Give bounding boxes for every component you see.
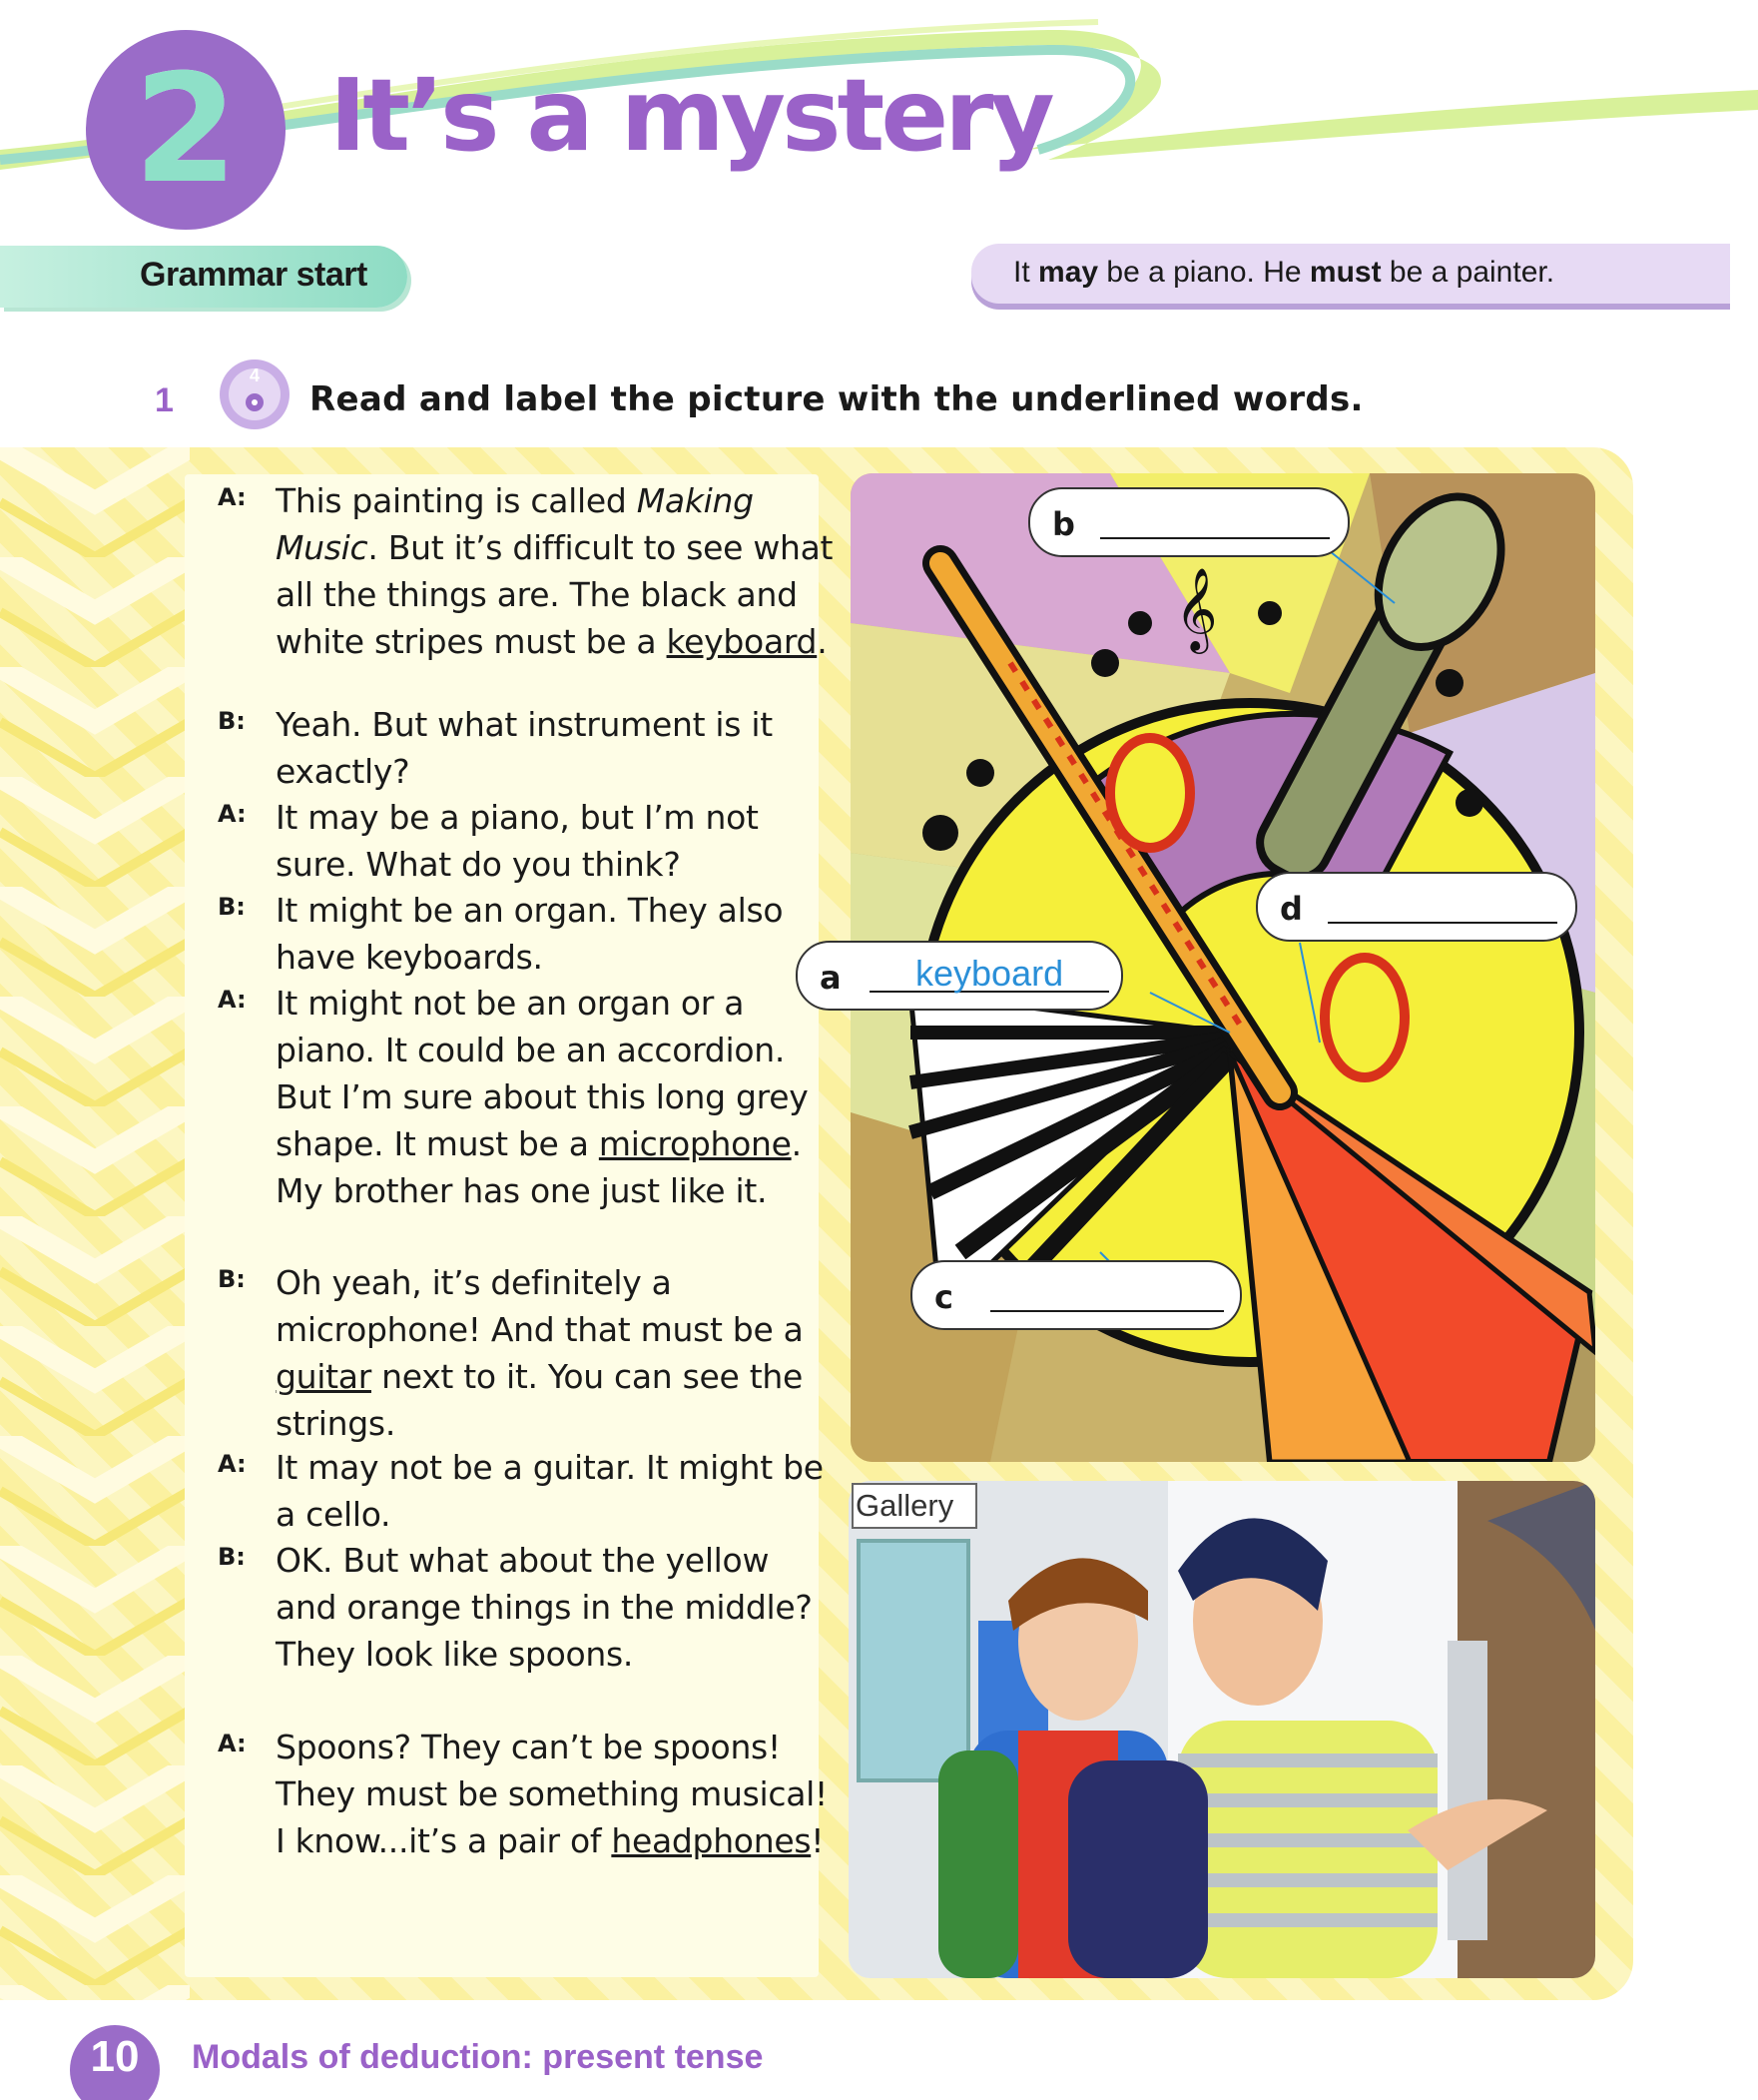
- gallery-illustration: [849, 1481, 1595, 1978]
- speaker-label: A:: [218, 483, 247, 511]
- speaker-label: B:: [218, 707, 246, 735]
- speech-segment: It may be a piano, but I’m not sure. What do you think?: [276, 798, 759, 884]
- speaker-label: B:: [218, 1543, 246, 1571]
- speaker-label: B:: [218, 1265, 246, 1293]
- underlined-word: guitar: [276, 1357, 371, 1396]
- speaker-label: A:: [218, 986, 247, 1014]
- page-number: 10: [90, 2032, 140, 2081]
- underlined-word: headphones: [611, 1821, 812, 1860]
- gallery-artwork: [849, 1481, 1595, 1978]
- speaker-label: B:: [218, 893, 246, 921]
- speaker-label: A:: [218, 1730, 247, 1757]
- label-c: [910, 1260, 1242, 1330]
- grammar-example: It may be a piano. He must be a painter.: [1013, 256, 1555, 289]
- speech-segment: next to it. You can see the strings.: [276, 1357, 803, 1443]
- speaker-label: A:: [218, 1450, 247, 1478]
- speech-text: [276, 701, 835, 795]
- speech-segment: It might be an organ. They also have keyboards.: [276, 891, 784, 977]
- speech-segment: . My brother has one just like it.: [276, 1124, 802, 1210]
- svg-text:𝄞: 𝄞: [1175, 566, 1218, 650]
- speech-text: [276, 477, 835, 665]
- speech-segment: OK. But what about the yellow and orange things in the middle? They look like spoons.: [276, 1541, 813, 1674]
- label-b-letter: b: [1052, 505, 1075, 543]
- zigzag-pattern: [0, 447, 190, 2000]
- speech-text: [276, 1724, 835, 1864]
- speech-text: [276, 794, 835, 888]
- speech-segment: This painting is called: [276, 481, 637, 520]
- speech-segment: Oh yeah, it’s definitely a microphone! And that must be a: [276, 1263, 804, 1349]
- label-b: [1028, 487, 1350, 557]
- underlined-word: microphone: [598, 1124, 792, 1163]
- speech-text: [276, 980, 835, 1214]
- speech-text: [276, 887, 835, 981]
- speech-segment: .: [817, 622, 828, 661]
- speaker-label: A:: [218, 800, 247, 828]
- label-d-letter: d: [1280, 890, 1303, 928]
- grammar-start-label: Grammar start: [140, 256, 367, 294]
- speech-segment: It may not be a guitar. It might be a cello.: [276, 1448, 824, 1534]
- exercise-instruction: Read and label the picture with the underlined words.: [309, 379, 1364, 419]
- label-d: [1256, 872, 1577, 942]
- label-a-letter: a: [820, 959, 842, 997]
- gallery-sign: Gallery: [852, 1483, 977, 1529]
- label-c-blank[interactable]: [990, 1310, 1224, 1312]
- label-b-blank[interactable]: [1100, 537, 1330, 539]
- exercise-number: 1: [155, 381, 174, 419]
- painting-title: Making Music: [276, 481, 754, 567]
- audio-track-number: 4: [249, 365, 261, 385]
- label-c-letter: c: [934, 1278, 953, 1316]
- speech-text: [276, 1537, 835, 1678]
- label-d-blank[interactable]: [1328, 922, 1557, 924]
- speech-segment: !: [811, 1821, 825, 1860]
- speech-text: [276, 1259, 835, 1447]
- label-a-answer: keyboard: [915, 953, 1064, 994]
- label-a: [796, 941, 1123, 1011]
- speech-text: [276, 1444, 835, 1538]
- footer-topic: Modals of deduction: present tense: [192, 2038, 764, 2076]
- speech-segment: Spoons? They can’t be spoons! They must be something musical! I know...it’s a pair of: [276, 1728, 828, 1860]
- speech-segment: . But it’s difficult to see what all the things are. The black and white stripes must be a: [276, 528, 834, 661]
- underlined-word: keyboard: [666, 622, 818, 661]
- chapter-title: It’s a mystery: [329, 57, 1051, 174]
- chapter-number: 2: [133, 43, 239, 217]
- audio-cd-icon[interactable]: [218, 357, 292, 431]
- speech-segment: It might not be an organ or a piano. It could be an accordion. But I’m sure about this long grey shape. It must be a: [276, 984, 809, 1163]
- speech-segment: Yeah. But what instrument is it exactly?: [276, 705, 773, 791]
